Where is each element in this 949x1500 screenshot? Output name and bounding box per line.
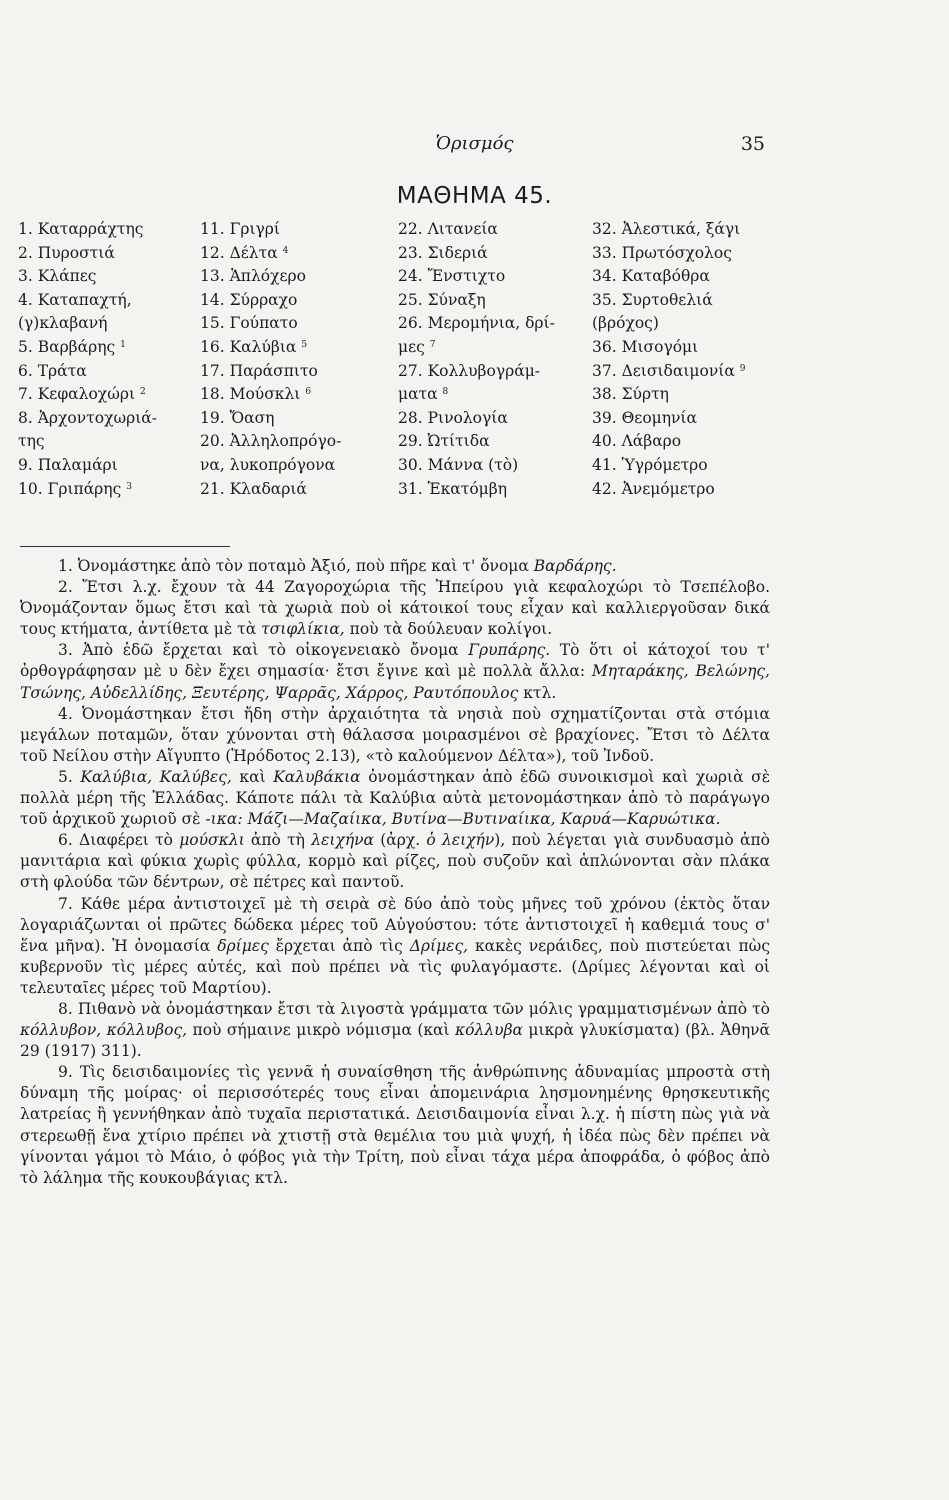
vocabulary-item — [592, 218, 745, 242]
footnote-text: Τὸ ὅτι οἱ κάτοχοί του τ' ὀρθογράφησαν μὲ υ δὲν ἔχει σημασία· ἔτσι ἔγινε καὶ μὲ πολλὰ ἄλλα: — [20, 641, 770, 681]
running-title: Ὁρισμός — [435, 133, 514, 154]
footnote-text: ἔρχεται ἀπὸ τὶς — [268, 936, 410, 955]
vocabulary-term: 34. Καταβόθρα — [592, 267, 710, 286]
vocabulary-item — [592, 383, 745, 407]
vocabulary-item — [398, 289, 555, 313]
footnote-marker: 9 — [739, 363, 746, 374]
vocabulary-term: 35. Συρτοθελιά — [592, 290, 713, 309]
vocabulary-item — [18, 430, 157, 454]
footnote-text: 1. Ὀνομάστηκε ἀπὸ τὸν ποταμὸ Ἀξιό, ποὺ πῆρε καὶ τ' ὄνομα — [58, 557, 534, 575]
footnote-divider — [20, 546, 230, 547]
vocabulary-item — [592, 360, 745, 384]
footnote-italic: δρίμες — [217, 936, 269, 955]
footnote-marker: 3 — [126, 481, 132, 492]
vocabulary-item — [18, 407, 157, 431]
vocabulary-column-2 — [200, 218, 341, 501]
vocabulary-term: 22. Λιτανεία — [398, 220, 498, 238]
vocabulary-term: 32. Ἀλεστικά, ξάγι — [592, 220, 741, 238]
vocabulary-term: 6. Τράτα — [18, 361, 87, 380]
vocabulary-column-3 — [398, 218, 555, 501]
page-number: 35 — [740, 133, 765, 155]
footnote-italic: Καλυβάκια — [273, 767, 361, 786]
footnote-text: ποὺ τὰ δούλευαν κολίγοι. — [344, 620, 553, 639]
vocabulary-term: 39. Θεομηνία — [592, 408, 697, 427]
vocabulary-item — [18, 360, 157, 384]
vocabulary-term: 25. Σύναξη — [398, 290, 486, 309]
vocabulary-list — [0, 218, 949, 528]
footnote-marker: 4 — [282, 245, 289, 256]
vocabulary-item — [398, 430, 555, 454]
footnote-italic: Καλύβια, Καλύβες, — [80, 767, 232, 786]
vocabulary-item — [398, 407, 555, 431]
vocabulary-term: 13. Ἁπλόχερο — [200, 267, 306, 286]
vocabulary-term: 18. Μούσκλι — [200, 385, 301, 404]
vocabulary-item — [200, 336, 341, 360]
vocabulary-item — [592, 242, 745, 266]
vocabulary-term: 5. Βαρβάρης — [18, 337, 116, 356]
vocabulary-term: 10. Γριπάρης — [18, 479, 122, 498]
vocabulary-item — [592, 430, 745, 454]
footnote-text: καὶ — [231, 767, 274, 786]
vocabulary-item — [398, 218, 555, 242]
vocabulary-term: 1. Καταρράχτης — [18, 220, 144, 238]
vocabulary-term: 42. Ἀνεμόμετρο — [592, 479, 715, 498]
vocabulary-term: 24. Ἔνστιχτο — [398, 267, 506, 286]
vocabulary-term: 19. Ὄαση — [200, 408, 275, 427]
vocabulary-term: 7. Κεφαλοχώρι — [18, 385, 136, 404]
footnote-text: κτλ. — [518, 683, 557, 702]
footnote-marker: 6 — [305, 387, 312, 398]
lesson-title: ΜΑΘΗΜΑ 45. — [396, 183, 553, 209]
vocabulary-term: να, λυκοπρόγονα — [200, 455, 336, 474]
footnote-6 — [20, 830, 770, 893]
footnote-5 — [20, 767, 770, 830]
footnote-text: μικρὰ γλυκίσματα) (βλ. Ἀθηνᾶ 29 (1917) 311). — [20, 1021, 771, 1061]
vocabulary-term: 41. Ὑγρόμετρο — [592, 455, 708, 474]
vocabulary-item — [200, 242, 341, 266]
vocabulary-term: 14. Σύρραχο — [200, 290, 298, 309]
footnotes — [20, 556, 770, 1189]
vocabulary-item — [398, 383, 555, 407]
vocabulary-term: 11. Γριγρί — [200, 220, 280, 238]
vocabulary-term: 9. Παλαμάρι — [18, 455, 118, 474]
vocabulary-term: 8. Ἀρχοντοχωριά- — [18, 408, 158, 427]
footnote-italic: τσιφλίκια, — [261, 620, 345, 639]
vocabulary-item — [398, 336, 555, 360]
vocabulary-term: 26. Μερομήνια, δρί- — [398, 314, 555, 333]
vocabulary-term: 28. Ρινολογία — [398, 408, 508, 427]
vocabulary-term: 38. Σύρτη — [592, 385, 669, 404]
vocabulary-term: 30. Μάννα (τὸ) — [398, 455, 519, 474]
footnote-9 — [20, 1062, 770, 1189]
vocabulary-term: 4. Καταπαχτή, — [18, 290, 132, 309]
footnote-marker: 1 — [120, 339, 126, 350]
footnote-8 — [20, 999, 770, 1062]
footnote-italic: Βαρδάρης. — [533, 557, 617, 575]
vocabulary-term: (γ)κλαβανή — [18, 314, 108, 333]
vocabulary-item — [18, 383, 157, 407]
footnote-1 — [20, 556, 770, 577]
footnote-text: 2. Ἔτσι λ.χ. ἔχουν τὰ 44 Ζαγοροχώρια τῆς Ἠπείρου γιὰ κεφαλοχώρι τὸ Τσεπέλοβο. Ὀνομάζονταν ὅμως ἔτσι καὶ τὰ χωριὰ ποὺ οἱ κάτοικοί τους εἶχαν καὶ καλλιεργοῦσαν δικά τους κτήματα, ἀντίθετα μὲ τὰ — [20, 578, 770, 639]
vocabulary-item — [398, 265, 555, 289]
footnote-marker: 7 — [429, 339, 436, 350]
footnote-italic: -ικα: Μάζι—Μαζαίικα, Βυτίνα—Βυτιναίικα, Καρυά—Καρυώτικα. — [205, 810, 721, 829]
footnote-text: 4. Ὀνομάστηκαν ἔτσι ἤδη στὴν ἀρχαιότητα τὰ νησιὰ ποὺ σχηματίζονται στὰ στόμια μεγάλων ποταμῶν, ὅταν χύνονται στὴ θάλασσα μοιρασμένοι σὲ βραχίονες. Ἔτσι τὸ Δέλτα τοῦ Νείλου στὴν Αἴγυπτο (Ἡρόδοτος 2.13), «τὸ καλούμενον Δέλτα»), τοῦ Ἰνδοῦ. — [20, 704, 770, 765]
vocabulary-item — [200, 360, 341, 384]
vocabulary-item — [200, 218, 341, 242]
vocabulary-item — [592, 336, 745, 360]
footnote-text: 5. — [58, 767, 81, 786]
footnote-italic: κόλλυβα — [455, 1021, 524, 1040]
vocabulary-item — [398, 312, 555, 336]
footnote-4 — [20, 704, 770, 767]
vocabulary-term: 20. Ἀλληλοπρόγο- — [200, 432, 342, 451]
footnote-italic: ὁ λειχήν — [426, 831, 495, 850]
vocabulary-item — [592, 289, 745, 313]
footnote-italic: Δρίμες, — [409, 936, 469, 955]
vocabulary-term: 36. Μισογόμι — [592, 337, 699, 356]
vocabulary-term: 29. Ὠτίτιδα — [398, 432, 490, 451]
vocabulary-item — [18, 289, 157, 313]
vocabulary-item — [592, 312, 745, 336]
vocabulary-item — [398, 360, 555, 384]
vocabulary-item — [18, 242, 157, 266]
footnote-marker: 2 — [139, 387, 146, 398]
vocabulary-item — [18, 265, 157, 289]
vocabulary-item — [398, 454, 555, 478]
footnote-text: ὀνομάστηκαν ἀπὸ ἐδῶ συνοικισμοὶ καὶ χωριὰ σὲ πολλὰ μέρη τῆς Ἑλλάδας. Κάποτε πάλι τὰ Καλύβια αὐτὰ μετονομάστηκαν ἀπὸ τὸ παράγωγο τοῦ ἀρχικοῦ χωριοῦ σὲ — [20, 767, 771, 829]
vocabulary-term: 2. Πυροστιά — [18, 243, 115, 262]
footnote-text: 7. Κάθε μέρα ἀντιστοιχεῖ μὲ τὴ σειρὰ σὲ δύο ἀπὸ τοὺς μῆνες τοῦ χρόνου (ἐκτὸς ὅταν λογαριάζωνται οἱ πρῶτες δώδεκα μέρες τοῦ Αὐγούστου: τότε ἀντιστοιχεῖ ἡ καθεμιά τους σ' ἕνα μῆνα). Ἡ ὀνομασία — [20, 894, 770, 955]
footnote-text: ), ποὺ λέγεται γιὰ συνδυασμὸ ἀπὸ μανιτάρια καὶ φύκια χωρὶς φύλλα, κορμὸ καὶ ρίζες, ποὺ συζοῦν καὶ ἁπλώνονται σὰν πλάκα στὴ φλούδα τῶν δέντρων, σὲ πέτρες καὶ παντοῦ. — [20, 831, 770, 892]
vocabulary-item — [200, 454, 341, 478]
vocabulary-item — [200, 312, 341, 336]
vocabulary-column-1 — [18, 218, 157, 501]
vocabulary-term: 16. Καλύβια — [200, 337, 297, 356]
vocabulary-item — [592, 265, 745, 289]
footnote-italic: Μηταράκης, Βελώνης, Τσώνης, Αὐδελλίδης, Ξευτέρης, Ψαρρᾶς, Χάρρος, Ραυτόπουλος — [20, 662, 770, 702]
vocabulary-term: μες — [398, 337, 425, 356]
vocabulary-term: ματα — [398, 385, 438, 404]
vocabulary-item — [200, 430, 341, 454]
footnote-marker: 8 — [442, 387, 449, 398]
vocabulary-term: 37. Δεισιδαιμονία — [592, 361, 735, 380]
vocabulary-item — [18, 336, 157, 360]
footnote-text: 6. Διαφέρει τὸ — [58, 831, 180, 850]
vocabulary-item — [200, 383, 341, 407]
vocabulary-item — [398, 478, 555, 502]
running-head — [0, 133, 949, 157]
vocabulary-term: 15. Γούπατο — [200, 314, 298, 333]
vocabulary-term: 40. Λάβαρο — [592, 432, 682, 451]
vocabulary-column-4 — [592, 218, 745, 501]
vocabulary-item — [18, 218, 157, 242]
footnote-text: (ἀρχ. — [374, 831, 427, 850]
footnote-7 — [20, 894, 770, 999]
vocabulary-item — [18, 312, 157, 336]
footnote-2 — [20, 577, 770, 640]
vocabulary-term: 21. Κλαδαριά — [200, 479, 307, 498]
footnote-text: 3. Ἀπὸ ἐδῶ ἔρχεται καὶ τὸ οἰκογενειακὸ ὄνομα — [58, 641, 469, 660]
vocabulary-term: 27. Κολλυβογράμ- — [398, 361, 541, 380]
vocabulary-item — [592, 407, 745, 431]
vocabulary-item — [200, 478, 341, 502]
footnote-3 — [20, 640, 770, 703]
vocabulary-term: 3. Κλάπες — [18, 267, 97, 286]
vocabulary-item — [18, 454, 157, 478]
vocabulary-item — [592, 454, 745, 478]
vocabulary-term: 23. Σιδεριά — [398, 243, 488, 262]
footnote-italic: κόλλυβον, κόλλυβος, — [20, 1021, 188, 1040]
footnote-text: ποὺ σήμαινε μικρὸ νόμισμα (καὶ — [187, 1021, 456, 1040]
vocabulary-item — [200, 407, 341, 431]
vocabulary-term: 12. Δέλτα — [200, 243, 278, 262]
footnote-text: κακὲς νεράιδες, ποὺ πιστεύεται πὼς κυβερνοῦν τὶς μέρες αὐτές, καὶ ποὺ πρέπει νὰ τὶς φυλαγόμαστε. (Δρίμες λέγονται καὶ οἱ τελευταῖες μέρες τοῦ Μαρτίου). — [20, 936, 771, 997]
footnote-italic: μούσκλι — [179, 831, 245, 850]
vocabulary-term: 31. Ἑκατόμβη — [398, 479, 507, 498]
footnote-text: 8. Πιθανὸ νὰ ὀνομάστηκαν ἔτσι τὰ λιγοστὰ γράμματα τῶν μόλις γραμματισμένων ἀπὸ τὸ — [58, 999, 770, 1018]
vocabulary-item — [200, 289, 341, 313]
footnote-marker: 5 — [301, 339, 308, 350]
footnote-text: 9. Τὶς δεισιδαιμονίες τὶς γεννᾶ ἡ συναίσθηση τῆς ἀνθρώπινης ἀδυναμίας μπροστὰ στὴ δύναμη τῆς μοίρας· οἱ περισσότερές τους εἶναι ἀπομεινάρια λησμονημένης θρησκευτικῆς λατρείας ἢ γεννήθηκαν ἀπὸ τυχαῖα περιστατικά. Δεισιδαιμονία εἶναι λ.χ. ἡ πίστη πὼς γιὰ νὰ στερεωθῇ ἕνα χτίριο πρέπει νὰ χτιστῇ στὰ θεμέλια του μιὰ ψυχή, ἡ ἰδέα πὼς δὲν πρέπει νὰ γίνονται γάμοι τὸ Μάιο, ὁ φόβος γιὰ τὴν Τρίτη, ποὺ εἶναι τάχα μέρα ἀποφράδα, ὁ φόβος ἀπὸ τὸ λάλημα τῆς κουκουβάγιας κτλ. — [20, 1063, 770, 1187]
vocabulary-term: 17. Παράσπιτο — [200, 361, 318, 380]
vocabulary-item — [18, 478, 157, 502]
vocabulary-item — [200, 265, 341, 289]
footnote-italic: λειχήνα — [311, 831, 374, 850]
vocabulary-term: της — [18, 432, 45, 451]
vocabulary-term: 33. Πρωτόσχολος — [592, 243, 732, 262]
vocabulary-item — [398, 242, 555, 266]
vocabulary-item — [592, 478, 745, 502]
footnote-text: ἀπὸ τὴ — [244, 831, 312, 850]
vocabulary-term: (βρόχος) — [592, 314, 659, 333]
footnote-italic: Γρυπάρης. — [468, 641, 551, 660]
